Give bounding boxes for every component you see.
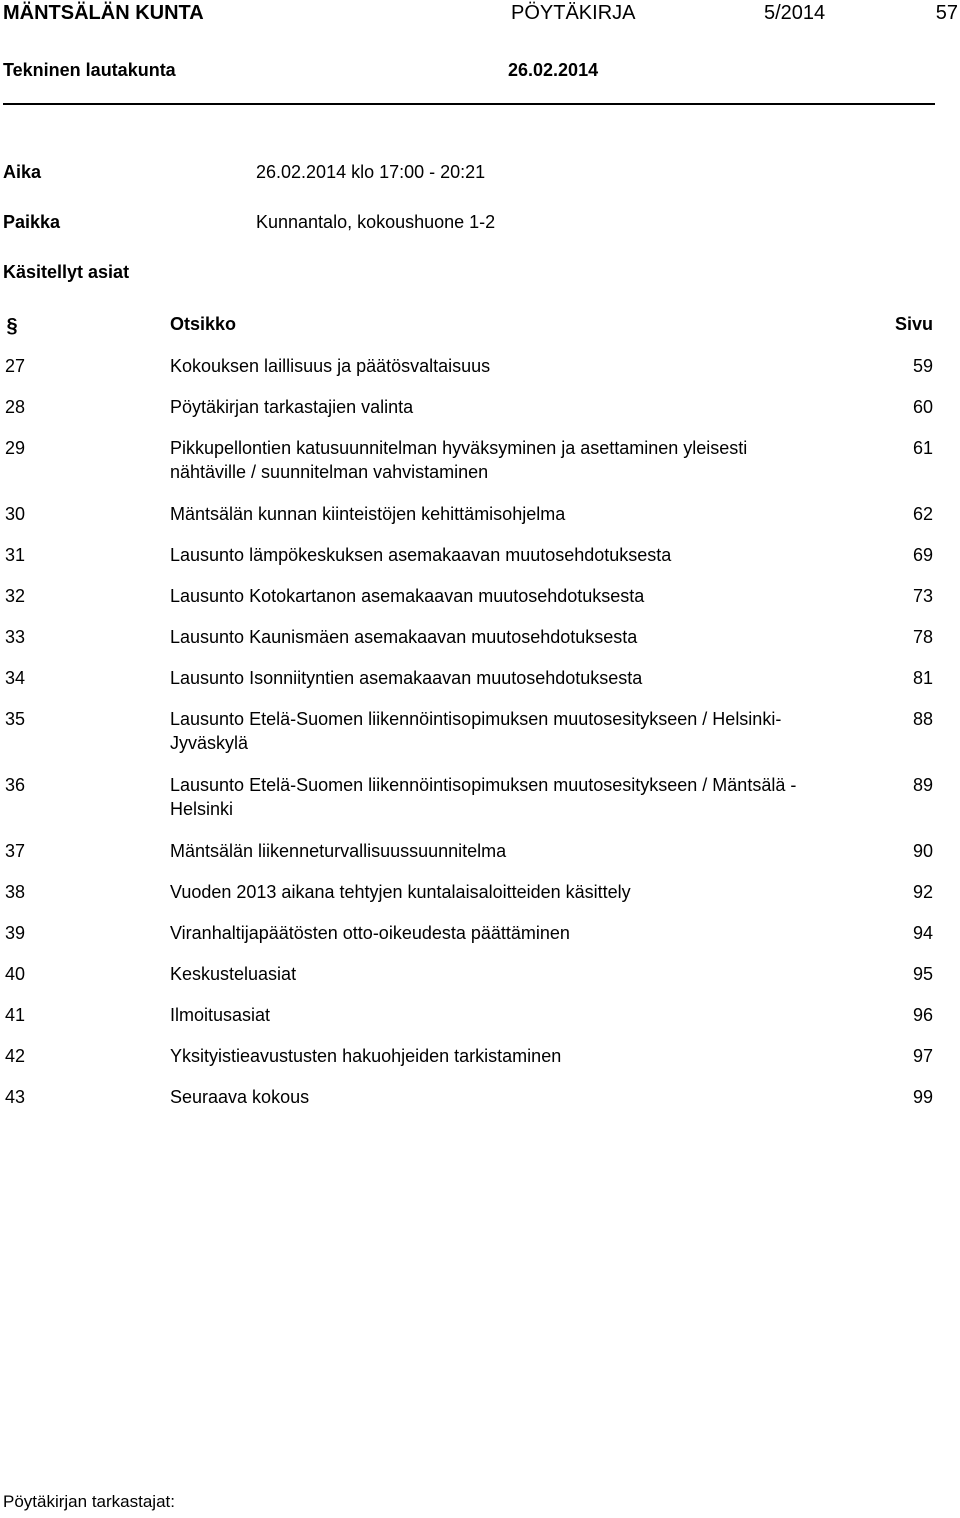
agenda-item-title: Lausunto Kaunismäen asemakaavan muutosehdotuksesta — [170, 627, 638, 647]
agenda-item-number: 37 — [5, 841, 26, 861]
agenda-item-title: Lausunto Kotokartanon asemakaavan muutosehdotuksesta — [170, 586, 645, 606]
meeting-place-row — [0, 212, 960, 238]
agenda-item-title: Pöytäkirjan tarkastajien valinta — [170, 397, 414, 417]
agenda-item-title: Lausunto lämpökeskuksen asemakaavan muutosehdotuksesta — [170, 545, 672, 565]
column-header-title: Otsikko — [170, 314, 237, 334]
agenda-item-page: 95 — [912, 964, 933, 984]
organization-name: MÄNTSÄLÄN KUNTA — [3, 2, 204, 24]
agenda-item-number: 35 — [5, 709, 26, 729]
agenda-item-page: 92 — [912, 882, 933, 902]
agenda-item-title: Lausunto Isonniityntien asemakaavan muutosehdotuksesta — [170, 668, 643, 688]
agenda-item-page: 97 — [912, 1046, 933, 1066]
place-label: Paikka — [3, 212, 61, 232]
agenda-item-page: 62 — [912, 504, 933, 524]
page-number: 57 — [935, 2, 958, 24]
agenda-item-title: Yksityistieavustusten hakuohjeiden tarkistaminen — [170, 1046, 562, 1066]
topics-heading: Käsitellyt asiat — [3, 262, 130, 282]
agenda-item-page: 96 — [912, 1005, 933, 1025]
agenda-item-title: Viranhaltijapäätösten otto-oikeudesta päättäminen — [170, 923, 570, 943]
agenda-item-page: 73 — [912, 586, 933, 606]
section-sign-icon — [6, 312, 18, 336]
agenda-item-page: 99 — [912, 1087, 933, 1107]
agenda-item-number: 38 — [5, 882, 26, 902]
place-value: Kunnantalo, kokoushuone 1-2 — [256, 212, 496, 232]
agenda-item-page: 94 — [912, 923, 933, 943]
agenda-item-page: 59 — [912, 356, 933, 376]
agenda-item-title: Mäntsälän liikenneturvallisuussuunnitelma — [170, 841, 507, 861]
agenda-item-number: 33 — [5, 627, 26, 647]
agenda-item-title: Mäntsälän kunnan kiinteistöjen kehittämisohjelma — [170, 504, 566, 524]
agenda-item-number: 30 — [5, 504, 26, 524]
agenda-item-number: 32 — [5, 586, 26, 606]
agenda-item-number: 31 — [5, 545, 26, 565]
agenda-item-title: Vuoden 2013 aikana tehtyjen kuntalaisaloitteiden käsittely — [170, 882, 631, 902]
agenda-item-title: Keskusteluasiat — [170, 964, 297, 984]
document-header — [0, 0, 960, 30]
time-value: 26.02.2014 klo 17:00 - 20:21 — [256, 162, 486, 182]
agenda-item-title: Ilmoitusasiat — [170, 1005, 271, 1025]
agenda-item-page: 88 — [912, 709, 933, 729]
document-number: 5/2014 — [764, 2, 826, 24]
agenda-item-number: 27 — [5, 356, 26, 376]
agenda-item-title: Pikkupellontien katusuunnitelman hyväksyminen ja asettaminen yleisesti nähtäville / suunnitelman vahvistaminen — [170, 438, 748, 482]
agenda-item-title: Kokouksen laillisuus ja päätösvaltaisuus — [170, 356, 491, 376]
agenda-item-number: 43 — [5, 1087, 26, 1107]
agenda-item-number: 42 — [5, 1046, 26, 1066]
agenda-item-page: 90 — [912, 841, 933, 861]
document-type: PÖYTÄKIRJA — [511, 2, 636, 24]
svg-text:§: § — [6, 315, 18, 336]
signature-label: Pöytäkirjan tarkastajat: — [3, 1492, 175, 1511]
time-label: Aika — [3, 162, 42, 182]
agenda-item-number: 28 — [5, 397, 26, 417]
agenda-table-header — [0, 312, 960, 338]
agenda-item-title: Seuraava kokous — [170, 1087, 310, 1107]
agenda-item-number: 41 — [5, 1005, 26, 1025]
agenda-item-page: 69 — [912, 545, 933, 565]
agenda-item-number: 34 — [5, 668, 26, 688]
agenda-item-title: Lausunto Etelä-Suomen liikennöintisopimuksen muutosesitykseen / Mäntsälä - Helsinki — [170, 775, 797, 819]
agenda-item-number: 29 — [5, 438, 26, 458]
header-divider — [3, 103, 935, 105]
agenda-item-number: 36 — [5, 775, 26, 795]
column-header-page: Sivu — [894, 314, 933, 334]
agenda-item-page: 60 — [912, 397, 933, 417]
document-subheader — [0, 58, 960, 84]
meeting-time-row — [0, 162, 960, 188]
agenda-item-number: 40 — [5, 964, 26, 984]
board-name: Tekninen lautakunta — [3, 60, 176, 80]
agenda-item-page: 78 — [912, 627, 933, 647]
agenda-item-page: 81 — [912, 668, 933, 688]
agenda-item-title: Lausunto Etelä-Suomen liikennöintisopimuksen muutosesitykseen / Helsinki-Jyväskylä — [170, 709, 782, 753]
agenda-item-page: 61 — [912, 438, 933, 458]
agenda-item-number: 39 — [5, 923, 26, 943]
header-date: 26.02.2014 — [508, 60, 599, 80]
agenda-item-page: 89 — [912, 775, 933, 795]
